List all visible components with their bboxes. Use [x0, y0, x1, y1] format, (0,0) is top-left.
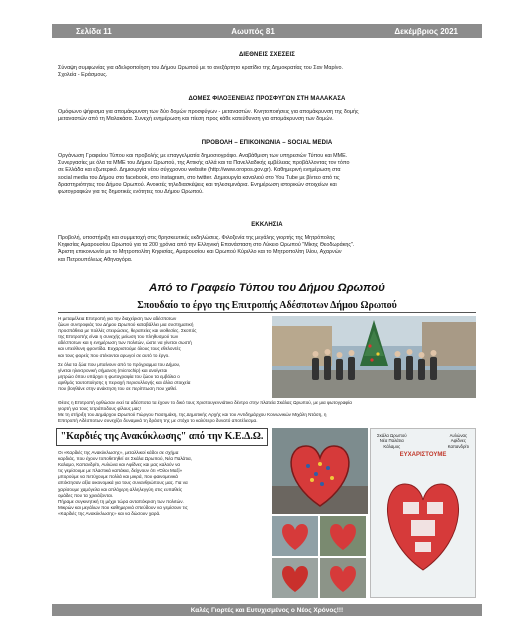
group-photo-christmas-tree: [272, 316, 476, 398]
section-title: ΠΡΟΒΟΛΗ – ΕΠΙΚΟΙΝΩΝΙΑ – SOCIAL MEDIA: [201, 140, 333, 146]
page-footer-bar: [52, 604, 482, 616]
paragraph-line: μεταναστών από τη Μαλακάσα. Συνεχή ενημέρωση και πίεση προς κάθε κατεύθυνση για απομάκρυνση των δομών.: [58, 116, 334, 123]
stray-article-continuation: [58, 400, 476, 424]
text-line: «Καρδιές της Ανακύκλωσης» και να δώσουν χαρά.: [58, 510, 161, 516]
text-line: Με τη στήριξη του Δημάρχου Ωρωπού Γιώργου Γιασημάκη, της Δημοτικής Αρχής και του Αντιδημάρχου Κοινωνικών Μιχάλη Ντάση, η: [58, 412, 327, 418]
location-label: Σκάλα Ωρωπού: [377, 433, 407, 438]
section-title: ΕΚΚΛΗΣΙΑ: [251, 222, 283, 228]
text-line: ομάδες που τα χρειάζονται.: [58, 492, 114, 498]
text-line: τις γεμίσουμε με πλαστικά καπάκια, δείχνουν ότι «Όλοι Μαζί»: [58, 468, 183, 474]
issue-number: Αωυπός 81: [231, 26, 275, 36]
text-line: Η μεταμέλεια Επιτροπή για την διαχείριση των αδέσποτων: [58, 316, 177, 321]
section-title: ΔΙΕΘΝΕΙΣ ΣΧΕΣΕΙΣ: [239, 52, 295, 58]
paragraph-line: Οργάνωση Γραφείου Τύπου και προβολής με επαγγελματία δημοσιογράφο. Αναβάθμιση των υπηρεσιών Τύπου και ΜΜΕ.: [58, 153, 348, 159]
section-communication-social-media: [58, 140, 476, 196]
heart-photo-small-4: [320, 558, 366, 598]
press-office-title: Από το Γραφείο Τύπου του Δήμου Ωρωπού: [149, 282, 385, 294]
paragraph-line: Σύναψη συμφωνίας για αδελφοποίηση του Δήμου Ωρωπού με το ανεξάρτητο κρατίδιο της Δημοκρατίας του Σαν Μαρίνο.: [58, 65, 343, 71]
paragraph-line: Συνεργασίες με όλα τα ΜΜΕ του Δήμου Ωρωπού, της Αττικής αλλά και τα Πανελλαδικής εμβέλειας προβάλλοντας τον τόπο: [58, 160, 350, 167]
text-line: και υπεύθυνη φροντίδα. Ευχαριστούμε όλους τους εθελοντές: [58, 346, 181, 352]
poster-heart-collage: [371, 458, 475, 578]
heart-photo-small-2: [320, 516, 366, 556]
page-header-bar: [52, 24, 482, 38]
headline-rule: [58, 312, 476, 313]
paragraph-line: Κηφισίας Αμαρουσίου Ωρωπού για τα 200 χρόνια από την Ελληνική Επανάσταση στο Λύκειο Ωρωπού "Μίκης Θεοδωράκης".: [58, 242, 355, 249]
section-refugee-structures: [58, 96, 476, 123]
text-line: Καλαμο, Καπανδρίτι, Αυλώνα και Αφίδνες και μας καλούν να: [58, 462, 181, 468]
text-line: και τους φορείς που στέκονται αρωγοί σε αυτό το έργο.: [58, 352, 170, 358]
poster-locations-right: [448, 433, 469, 449]
location-label: Νέα Παλάτια: [379, 438, 404, 444]
recycling-hearts-headline: "Καρδιές της Ανακύκλωσης" από την Κ.Ε.Δ.Ω.: [56, 428, 268, 446]
text-line: Σε όλα τα ζώα που μπαίνουν από το πρόγραμμα του Δήμου,: [58, 361, 181, 367]
text-line: Πήραμε συγκινητική τη μέχρι τώρα ανταπόκριση των πολιτών.: [58, 498, 184, 504]
text-line: γιορτή για τους τετράποδους φίλους μας!: [58, 406, 141, 412]
location-label: Καπανδρίτι: [447, 443, 469, 449]
text-line: γίνεται ηλεκτρονική σήμανση (microchip) και ανοίγεται: [58, 367, 168, 373]
text-line: χαρίσουμε χαμόγελα και απλόχερη αλληλεγγύη στις ευπαθείς: [58, 486, 183, 492]
paragraph-line: Ομόφωνο ψήφισμα για απομάκρυνση των δύο δομών προσφύγων - μεταναστών. Κινητοποιήσεις για απομάκρυνση της δομής: [58, 109, 359, 115]
location-label: Αυλώνας: [449, 433, 468, 438]
text-line: της Επιτροπής είναι η συνεχής μείωση του πληθυσμού των: [58, 334, 179, 340]
footer-greeting: Καλές Γιορτές και Ευτυχισμένος ο Νέος Χρόνος!!!: [190, 606, 344, 614]
text-line: που βοηθάνε στην ανάκτηση του σε περίπτωση που χαθεί.: [58, 386, 178, 392]
section-international-relations: [58, 52, 476, 79]
paragraph-line: δραστηριότητες του Δήμου Ωρωπού. Ανοικτές τηλεδιασκέψεις και τηλεσεμινάρια. Ενημέρωση ιστορικών στοιχείων και: [58, 181, 337, 188]
stray-committee-headline: Σπουδαίο το έργο της Επιτροπής Αδέσποτων Δήμου Ωρωπού: [137, 300, 397, 311]
paragraph-line: Σχολεία - Εράσμους.: [58, 72, 108, 79]
recycling-hearts-article: [58, 450, 268, 517]
text-line: αριθμός ταυτοποίησης η περιοχή περισυλλογής και άλλα στοιχεία: [58, 379, 191, 385]
paragraph-line: social media του Δήμου στο facebook, στο instagram, στο twitter. Δημιουργία καναλιού στο You Tube με βίντεο από τις: [58, 174, 340, 181]
page-number: Σελίδα 11: [76, 26, 112, 36]
text-line: μητρώο όπου υπάρχει η φωτογραφία του ζώου τα εμβόλια ο: [58, 373, 180, 379]
location-label: Κάλαμος: [383, 443, 401, 449]
paragraph-line: και Πετρουπόλεως Αθηναγόρα.: [58, 256, 133, 263]
issue-date: Δεκέμβριος 2021: [394, 26, 458, 36]
recycling-poster: [370, 428, 476, 598]
poster-thanks: ΕΥΧΑΡΙΣΤΟΥΜΕ: [399, 452, 447, 459]
text-line: απόκτησαν αξία οικονομικά για τους συνανθρώπους μας. Για να: [58, 480, 188, 486]
paragraph-line: Άριστη επικοινωνία με το Μητροπολίτη Κηφισίας, Αμαρουσίου και Ωρωπού Κύριλλο και το Μητροπολίτη Ιλίου, Αχαρνών: [58, 249, 342, 256]
heart-photo-small-3: [272, 558, 318, 598]
section-title: ΔΟΜΕΣ ΦΙΛΟΞΕΝΕΙΑΣ ΠΡΟΣΦΥΓΩΝ ΣΤΗ ΜΑΛΑΚΑΣΑ: [188, 96, 346, 102]
paragraph-line: σε Ελλάδα και εξωτερικό. Δημιουργία νέου σύγχρονου website (http://www.oropos.gov.gr). Καθημερινή ενημέρωση στα: [58, 167, 341, 174]
text-line: μπορούμε να πετύχουμε πολλά και μικρά, που φαινομενικά: [58, 474, 178, 480]
text-line: Θέσις η Επιτροπή ορθώσαν εκεί τα αδέσποτα τα έχουν το δικό τους Χριστουγεννιάτικο δέντρο στην πλατεία Σκάλας Ωρωπού, με μια φωτογραφία: [58, 400, 352, 405]
stray-article-column: [58, 316, 268, 392]
text-line: Οι «Καρδιές της Ανακύκλωσης», μεταλλικοί κάδοι σε σχήμα: [58, 450, 179, 455]
recycling-heart-photo: [272, 428, 368, 514]
location-label: Αφίδνες: [450, 438, 466, 444]
paragraph-line: φωτογραφιών για τις δημοτικές ενότητες του Δήμου Ωρωπού.: [58, 189, 204, 196]
text-line: καρδιάς, που έχουν τοποθετηθεί σε Σκάλα Ωρωπού, Νέα Παλάτια,: [58, 456, 192, 462]
text-line: ζώων συντροφιάς του Δήμου Ωρωπού καταβάλλει μια συστηματική: [58, 322, 194, 328]
paragraph-line: Προβολή, υποστήριξη και συμμετοχή στις θρησκευτικές εκδηλώσεις. Φιλοξενία της μεγάλης γιορτής της Μητρόπολης: [58, 235, 336, 241]
text-line: Μικρών και μεγάλων που καθημερινά σπεύδουν να γεμίσουν τις: [58, 504, 188, 510]
heart-photo-small-1: [272, 516, 318, 556]
section-church: [58, 222, 476, 264]
text-line: προσπάθεια με πολλές στειρώσεις, θεραπείες και υιοθεσίες. Σκοπός: [58, 328, 197, 334]
text-line: αδέσποτων και η ενημέρωση των πολιτών, ώστε να γίνεται σωστή: [58, 340, 192, 346]
poster-locations-left: [377, 433, 407, 449]
text-line: Επιτροπή Αδέσποτων συνεχίζει δυναμικά τη δράση της με στόχο το καλύτερο δυνατό αποτέλεσμα.: [58, 418, 258, 424]
